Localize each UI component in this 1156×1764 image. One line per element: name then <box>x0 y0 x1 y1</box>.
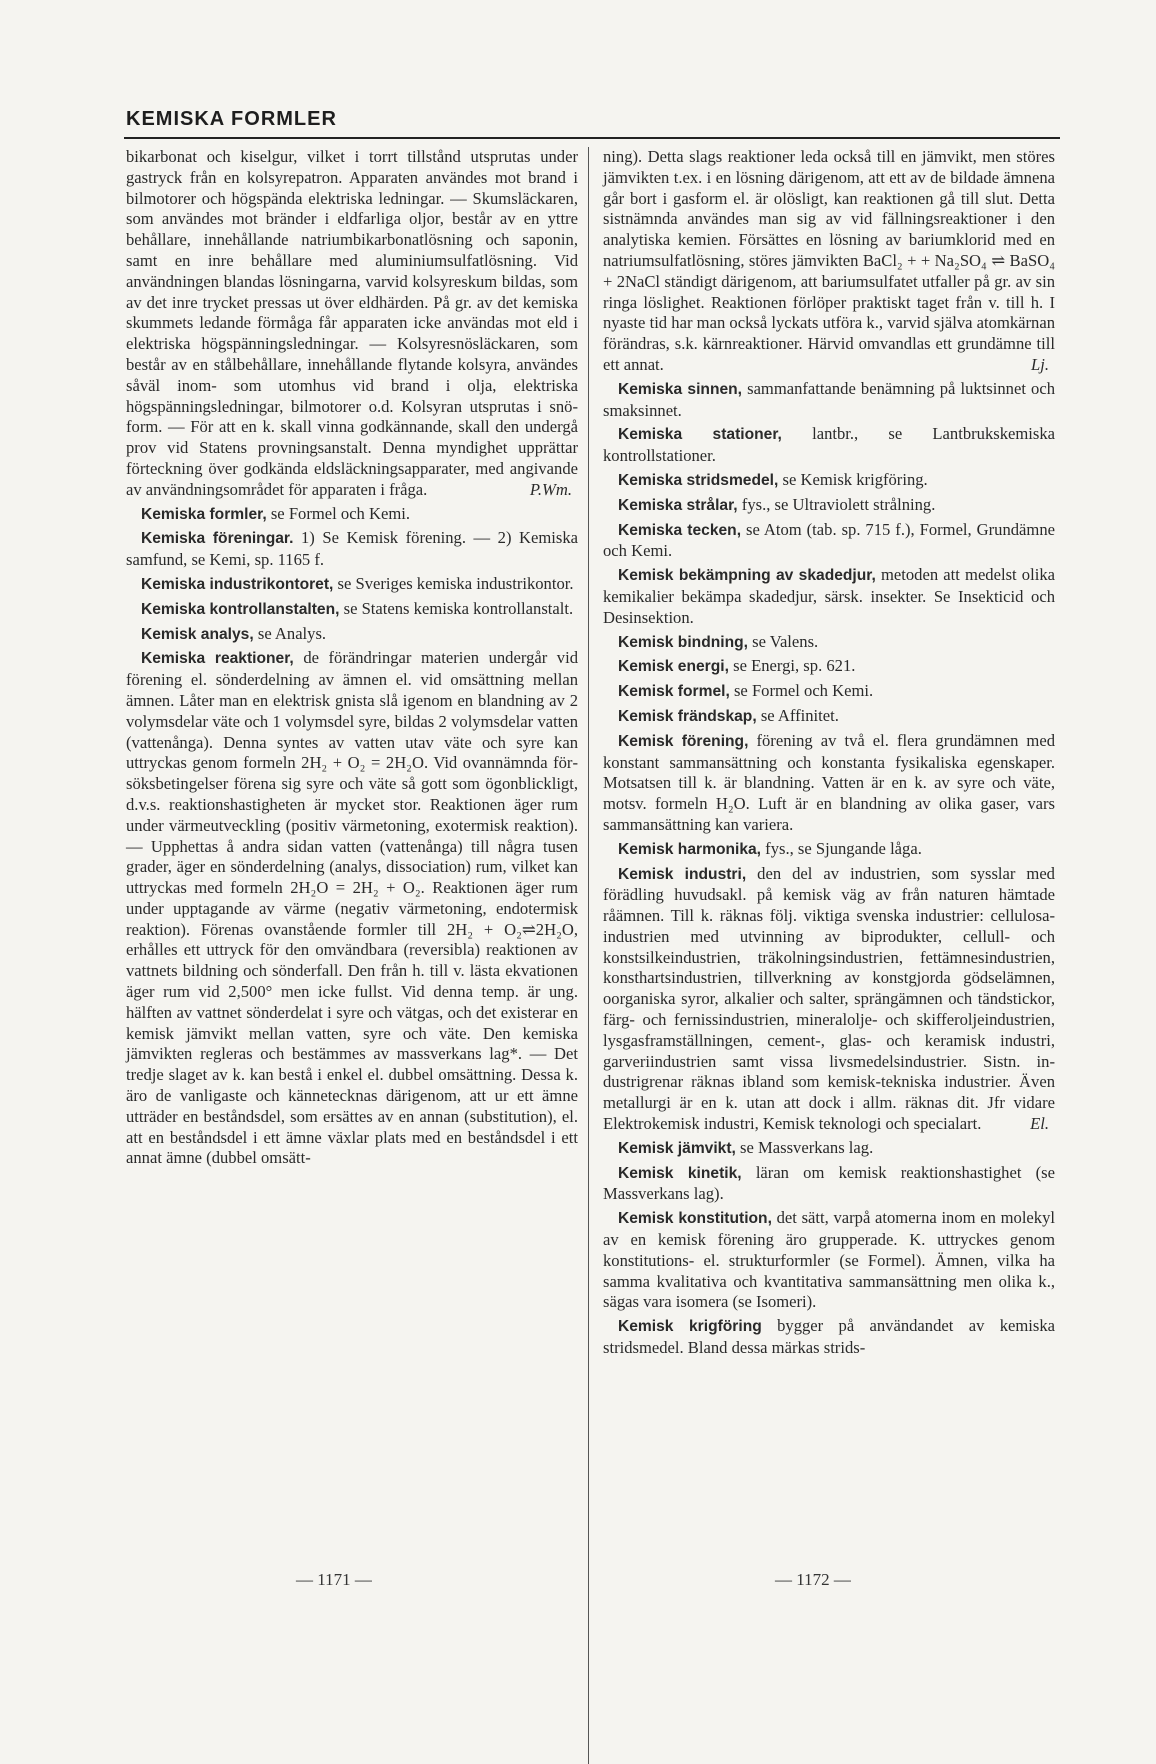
entry-text: se Sveriges kemiska industrikontor. <box>337 573 574 593</box>
entry-text: se Formel och Kemi. <box>733 681 874 701</box>
entry-text: läran om kemisk reaktionshastighet (se Massverkans lag). <box>603 1162 1055 1204</box>
entry-text: se Atom (tab. sp. 715 f.), Formel, Grundämne och Kemi. <box>603 519 1055 561</box>
page-number-left: — 1171 — <box>296 1570 372 1589</box>
entry-text: se Analys. <box>257 623 327 643</box>
entry-headword: Kemiska stridsmedel, <box>618 471 779 489</box>
entry-text: se Energi, sp. 621. <box>733 656 856 676</box>
dictionary-entry <box>603 681 1055 703</box>
dictionary-entry <box>603 520 1055 563</box>
dictionary-entry <box>603 1163 1055 1206</box>
entry-headword: Kemiska sinnen, <box>618 380 743 398</box>
dictionary-entry <box>603 839 1055 861</box>
entry-headword: Kemisk frändskap, <box>618 707 757 725</box>
dictionary-entry <box>603 470 1055 492</box>
dictionary-entry <box>603 495 1055 517</box>
dictionary-entry <box>603 424 1055 467</box>
entry-text: den del av industrien, som sysslar med förädling huvudsakl. på kemisk väg av från naturen hämtade råämnen. Till k. räknas följ. viktiga svenska industrier: cellulosaindustrien med utvinning av biprodukter, cellull- och konstsilkeindustrien, träkolningsindustrien, fettämnesindustrien, konsthartsindustrien, tillverkning av konstgjorda gödselämnen, oorganiska syror, alkalier och salter, sprängämnen och tändstickor, färg- och fernissindustrien, mineralolje- och skifferoljeindustrien, lysgasframställningen, cement-, glas- och keramisk industri, garveriindustrien samt vissa livsmedelsindustrier. Sistn. industrigrenar räknas ibland som kemisk-tekniska industrier. Även metallurgi är en k. utan att dock i allm. räknas dit. Jfr vidare Elektrokemisk industri, Kemisk teknologi och specialart. <box>603 863 1055 1134</box>
entry-headword: Kemisk analys, <box>141 625 254 643</box>
dictionary-entry <box>603 656 1055 678</box>
author-signature: P.Wm. <box>529 479 572 499</box>
dictionary-entry <box>603 731 1055 836</box>
dictionary-entry <box>126 504 578 526</box>
column-divider <box>588 147 589 1764</box>
entry-text: se Statens kemiska kontrollanstalt. <box>343 598 574 618</box>
entry-text: metoden att medelst olika kemikalier bekämpa skadedjur, särsk. insekter. Se Insekticid och Desinsektion. <box>603 565 1055 627</box>
entry-text: se Valens. <box>752 631 819 651</box>
entry-headword: Kemisk energi, <box>618 658 729 676</box>
entry-text: de förändringar materien undergår vid förening el. sönderdelning av ämnen el. vid omsättning mellan ämnen. Låter man en elektrisk gnista slå igenom en blandning av 2 volymsdelar väte och 1 volymsdel syre, bildas 2 volymsdelar vatten (vattenånga). Denna syntes av vatten utav väte och syre kan uttryckas genom formeln 2H₂ + O₂ = 2H₂O. Vid ovannämnda försöksbetingelser förena sig syre och väte så gott som ögonblickligt, d.v.s. reaktionshastigheten är mycket stor. Reaktionen äger rum under värmeutveckling (positiv värmetoning, exotermisk reaktion). — Upphettas å andra sidan vatten (vattenånga) till några tusen grader, äger en sönderdelning (analys, dissociation) rum, vilket kan uttryckas med formeln 2H₂O = 2H₂ + O₂. Reaktionen äger rum under upptagande av värme (negativ värmetoning, endotermisk reaktion). Förenas ovanstående formler till 2H₂ + O₂⇌2H₂O, erhålles ett uttryck för den omvändbara (reversibla) reaktionen av vattnets bildning och sönderfall. Den från h. till v. lästa ekvationen äger rum vid 2,500° men icke fullst. Vid denna temp. är ung. hälften av vattnet sönderdelat i syre och vätgas, och det existerar en kemisk jämvikt mellan vatten, syre och väte. Den kemiska jämvikten regleras och bestämmes av massverkans lag*. — Det tredje slaget av k. kan bestå i enkel el. dubbel omsättning. Dessa k. äro de vanligaste och kännetecknas därigenom, att ur ett ämne utträder en beståndsdel, som ersättes av en annan (substitution), el. att en beståndsdel i ett ämne växlar plats med en beståndsdel i ett annat ämne (dubbel omsätt- <box>126 648 578 1168</box>
entry-text: fys., se Sjungande låga. <box>765 838 922 858</box>
header-rule <box>124 137 1060 139</box>
entry-headword: Kemiska reaktioner, <box>141 650 294 668</box>
entry-text: 1) Se Kemisk förening. — 2) Kemiska samfund, se Kemi, sp. 1165 f. <box>126 528 579 570</box>
dictionary-entry <box>126 624 578 646</box>
entry-headword: Kemiska formler, <box>141 505 267 523</box>
dictionary-entry <box>126 648 578 1169</box>
entry-headword: Kemiska kontrollanstalten, <box>141 600 340 618</box>
entry-text: förening av två el. flera grundämnen med konstant sammansättning och konstanta fysikaliska egenskaper. Motsatsen till k. är blandning. Vatten är en k. av syre och väte, motsv. formeln H₂O. Luft är en blandning av olika gaser, vars sammansättning kan variera. <box>603 730 1055 834</box>
entry-headword: Kemisk bindning, <box>618 633 748 651</box>
entry-text: lantbr., se Lantbrukskemiska kontrollstationer. <box>603 424 1055 466</box>
dictionary-entry <box>126 599 578 621</box>
dictionary-entry <box>126 528 578 571</box>
author-signature: Lj. <box>1031 354 1049 374</box>
entry-headword: Kemiska industrikontoret, <box>141 575 334 593</box>
entry-headword: Kemiska stationer, <box>618 426 782 444</box>
entry-text: ning). Detta slags reaktioner leda också till en jämvikt, men störes jämvikten t.ex. i en lösning därigenom, att ett av de bildade ämnena går bort i gasform el. är olösligt, kan reaktionen gå till slut. Detta sistnämnda användes man sig av vid fällningsreaktioner i den analytiska kemien. Försättes en lösning av bariumklorid med en natriumsulfatlösning, störes jämvikten BaCl₂ + + Na₂SO₄ ⇌ BaSO₄ + 2NaCl ständigt därigenom, att bariumsulfatet utfaller på gr. av sin ringa löslighet. Reaktionen förlöper praktiskt taget från v. till h. I nyaste tid har man också lyckats utföra k., varvid själva atomkärnan förändras, s.k. kärnreaktioner. Härvid omvandlas ett grundämne till ett annat. <box>603 147 1055 374</box>
dictionary-entry <box>603 379 1055 422</box>
entry-headword: Kemiska föreningar. <box>141 530 294 548</box>
entry-text: se Kemisk krigföring. <box>782 469 928 489</box>
entry-headword: Kemiska tecken, <box>618 521 742 539</box>
entry-text: bygger på användandet av kemiska stridsmedel. Bland dessa märkas strids- <box>603 1316 1055 1358</box>
author-signature: El. <box>1030 1114 1049 1134</box>
left-column <box>126 147 578 1169</box>
entry-text: se Affinitet. <box>760 705 839 725</box>
dictionary-entry <box>603 706 1055 728</box>
dictionary-entry <box>603 864 1055 1135</box>
entry-headword: Kemisk konstitution, <box>618 1210 772 1228</box>
entry-text: sammanfattande benämning på luktsinnet och smaksinnet. <box>603 378 1055 420</box>
dictionary-entry <box>603 1208 1055 1313</box>
entry-headword: Kemisk kinetik, <box>618 1164 742 1182</box>
entry-text: se Massverkans lag. <box>740 1137 874 1157</box>
entry-headword: Kemisk formel, <box>618 683 730 701</box>
dictionary-entry <box>126 574 578 596</box>
entry-headword: Kemiska strålar, <box>618 496 738 514</box>
dictionary-entry <box>603 1316 1055 1359</box>
entry-headword: Kemisk förening, <box>618 732 749 750</box>
entry-text: bikarbonat och kiselgur, vilket i torrt tillstånd utsprutas under gastryck från en kolsyrepatron. Apparaten användes mot brand i bilmotorer och högspända elektriska ledningar. — Skumsläckaren, som användes mot bränder i eldfarliga oljor, består av en yttre behållare, innehållande natriumbikarbonatlösning och saponin, samt en inre behållare med aluminiumsulfatlösning. Vid användningen blandas lösningarna, varvid kolsyreskum bildas, som av det inre trycket pressas ut över eldhärden. På gr. av det kemiska skummets ledande förmåga får apparaten icke användas mot eld i elektriska högspänningsledningar. — Kolsyresnösläckaren, som består av en stålbehållare, innehållande flytande kolsyra, användes såväl inom- som utomhus vid brand i olja, elektriska högspänningsledningar, bilmotorer o.d. Kolsyran utsprutas i snöform. — För att en k. skall vinna godkännande, skall den undergå prov vid Statens provningsanstalt. Denna myndighet upprättar förteckning över godkända eldsläckningsapparater, med angivande av användningsområdet för apparaten i fråga. <box>126 147 578 499</box>
dictionary-entry <box>603 1138 1055 1160</box>
entry-headword: Kemisk harmonika, <box>618 840 762 858</box>
entry-headword: Kemisk industri, <box>618 865 747 883</box>
entry-text: fys., se Ultraviolett strålning. <box>741 494 936 514</box>
page-number-right: — 1172 — <box>775 1570 851 1589</box>
entry-text: det sätt, varpå atomerna inom en molekyl av en kemisk förening äro grupperade. K. uttryckes genom konstitutions- el. strukturformler (se Formel). Ämnen, vilka ha samma kvalitativa och kvantitativa sammansättning men olika k., sägas vara isomera (se Isomeri). <box>603 1208 1055 1312</box>
dictionary-entry <box>603 565 1055 628</box>
entry-headword: Kemisk bekämpning av skadedjur, <box>618 567 876 585</box>
running-head: KEMISKA FORMLER <box>126 108 337 130</box>
entry-headword: Kemisk jämvikt, <box>618 1139 736 1157</box>
dictionary-entry <box>603 632 1055 654</box>
entry-continuation <box>126 147 578 501</box>
entry-text: se Formel och Kemi. <box>270 503 411 523</box>
right-column <box>603 147 1055 1359</box>
entry-continuation <box>603 147 1055 376</box>
entry-headword: Kemisk krigföring <box>618 1318 762 1336</box>
